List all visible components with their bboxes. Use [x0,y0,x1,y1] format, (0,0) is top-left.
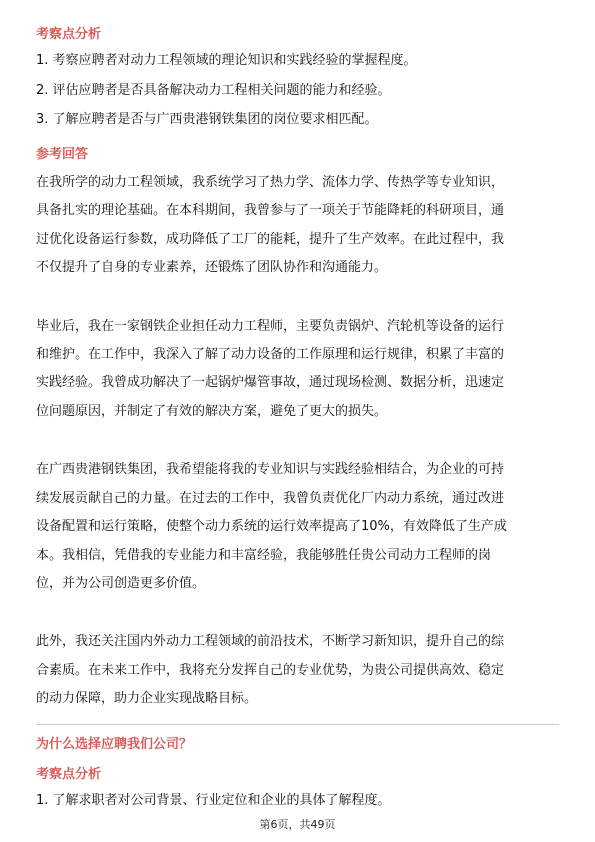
paragraph-line: 位，并为公司创造更多价值。 [36,576,206,591]
paragraph-line: 和维护。在工作中，我深入了解了动力设备的工作原理和运行规律，积累了丰富的 [36,347,505,362]
answer-heading: 参考回答 [36,147,89,162]
paragraph-line: 在我所学的动力工程领域，我系统学习了热力学、流体力学、传热学等专业知识， [36,175,505,190]
analysis-heading: 考察点分析 [36,27,102,42]
paragraph-line: 在广西贵港钢铁集团，我希望能将我的专业知识与实践经验相结合，为企业的可持 [36,462,505,477]
paragraph-line: 合素质。在未来工作中，我将充分发挥自己的专业优势，为贵公司提供高效、稳定 [36,663,505,678]
page-number: 第6页，共49页 [259,818,336,831]
paragraph-line: 本。我相信，凭借我的专业能力和丰富经验，我能够胜任贵公司动力工程师的岗 [36,548,492,563]
analysis-heading: 考察点分析 [36,767,102,782]
paragraph-line: 具备扎实的理论基础。在本科期间，我曾参与了一项关于节能降耗的科研项目，通 [36,203,505,218]
question-heading: 为什么选择应聘我们公司？ [36,737,193,752]
analysis-point: 1. 考察应聘者对动力工程领域的理论知识和实践经验的掌握程度。 [36,53,417,68]
paragraph-line: 此外，我还关注国内外动力工程领域的前沿技术，不断学习新知识，提升自己的综 [36,634,505,649]
paragraph-line: 位问题原因，并制定了有效的解决方案，避免了更大的损失。 [36,404,388,419]
analysis-point: 2. 评估应聘者是否具备解决动力工程相关问题的能力和经验。 [36,83,391,98]
section-divider [36,724,559,725]
paragraph-line: 设备配置和运行策略，使整个动力系统的运行效率提高了10%，有效降低了生产成 [36,519,507,534]
paragraph-line: 续发展贡献自己的力量。在过去的工作中，我曾负责优化厂内动力系统，通过改进 [36,491,505,506]
analysis-point: 3. 了解应聘者是否与广西贵港钢铁集团的岗位要求相匹配。 [36,112,378,127]
paragraph-line: 不仅提升了自身的专业素养，还锻炼了团队协作和沟通能力。 [36,260,388,275]
paragraph-line: 的动力保障，助力企业实现战略目标。 [36,691,258,706]
paragraph-line: 毕业后，我在一家钢铁企业担任动力工程师，主要负责锅炉、汽轮机等设备的运行 [36,319,505,334]
paragraph-line: 过优化设备运行参数，成功降低了工厂的能耗，提升了生产效率。在此过程中，我 [36,232,505,247]
paragraph-line: 实践经验。我曾成功解决了一起锅炉爆管事故，通过现场检测、数据分析，迅速定 [36,375,505,390]
analysis-point: 1. 了解求职者对公司背景、行业定位和企业的具体了解程度。 [36,793,391,808]
